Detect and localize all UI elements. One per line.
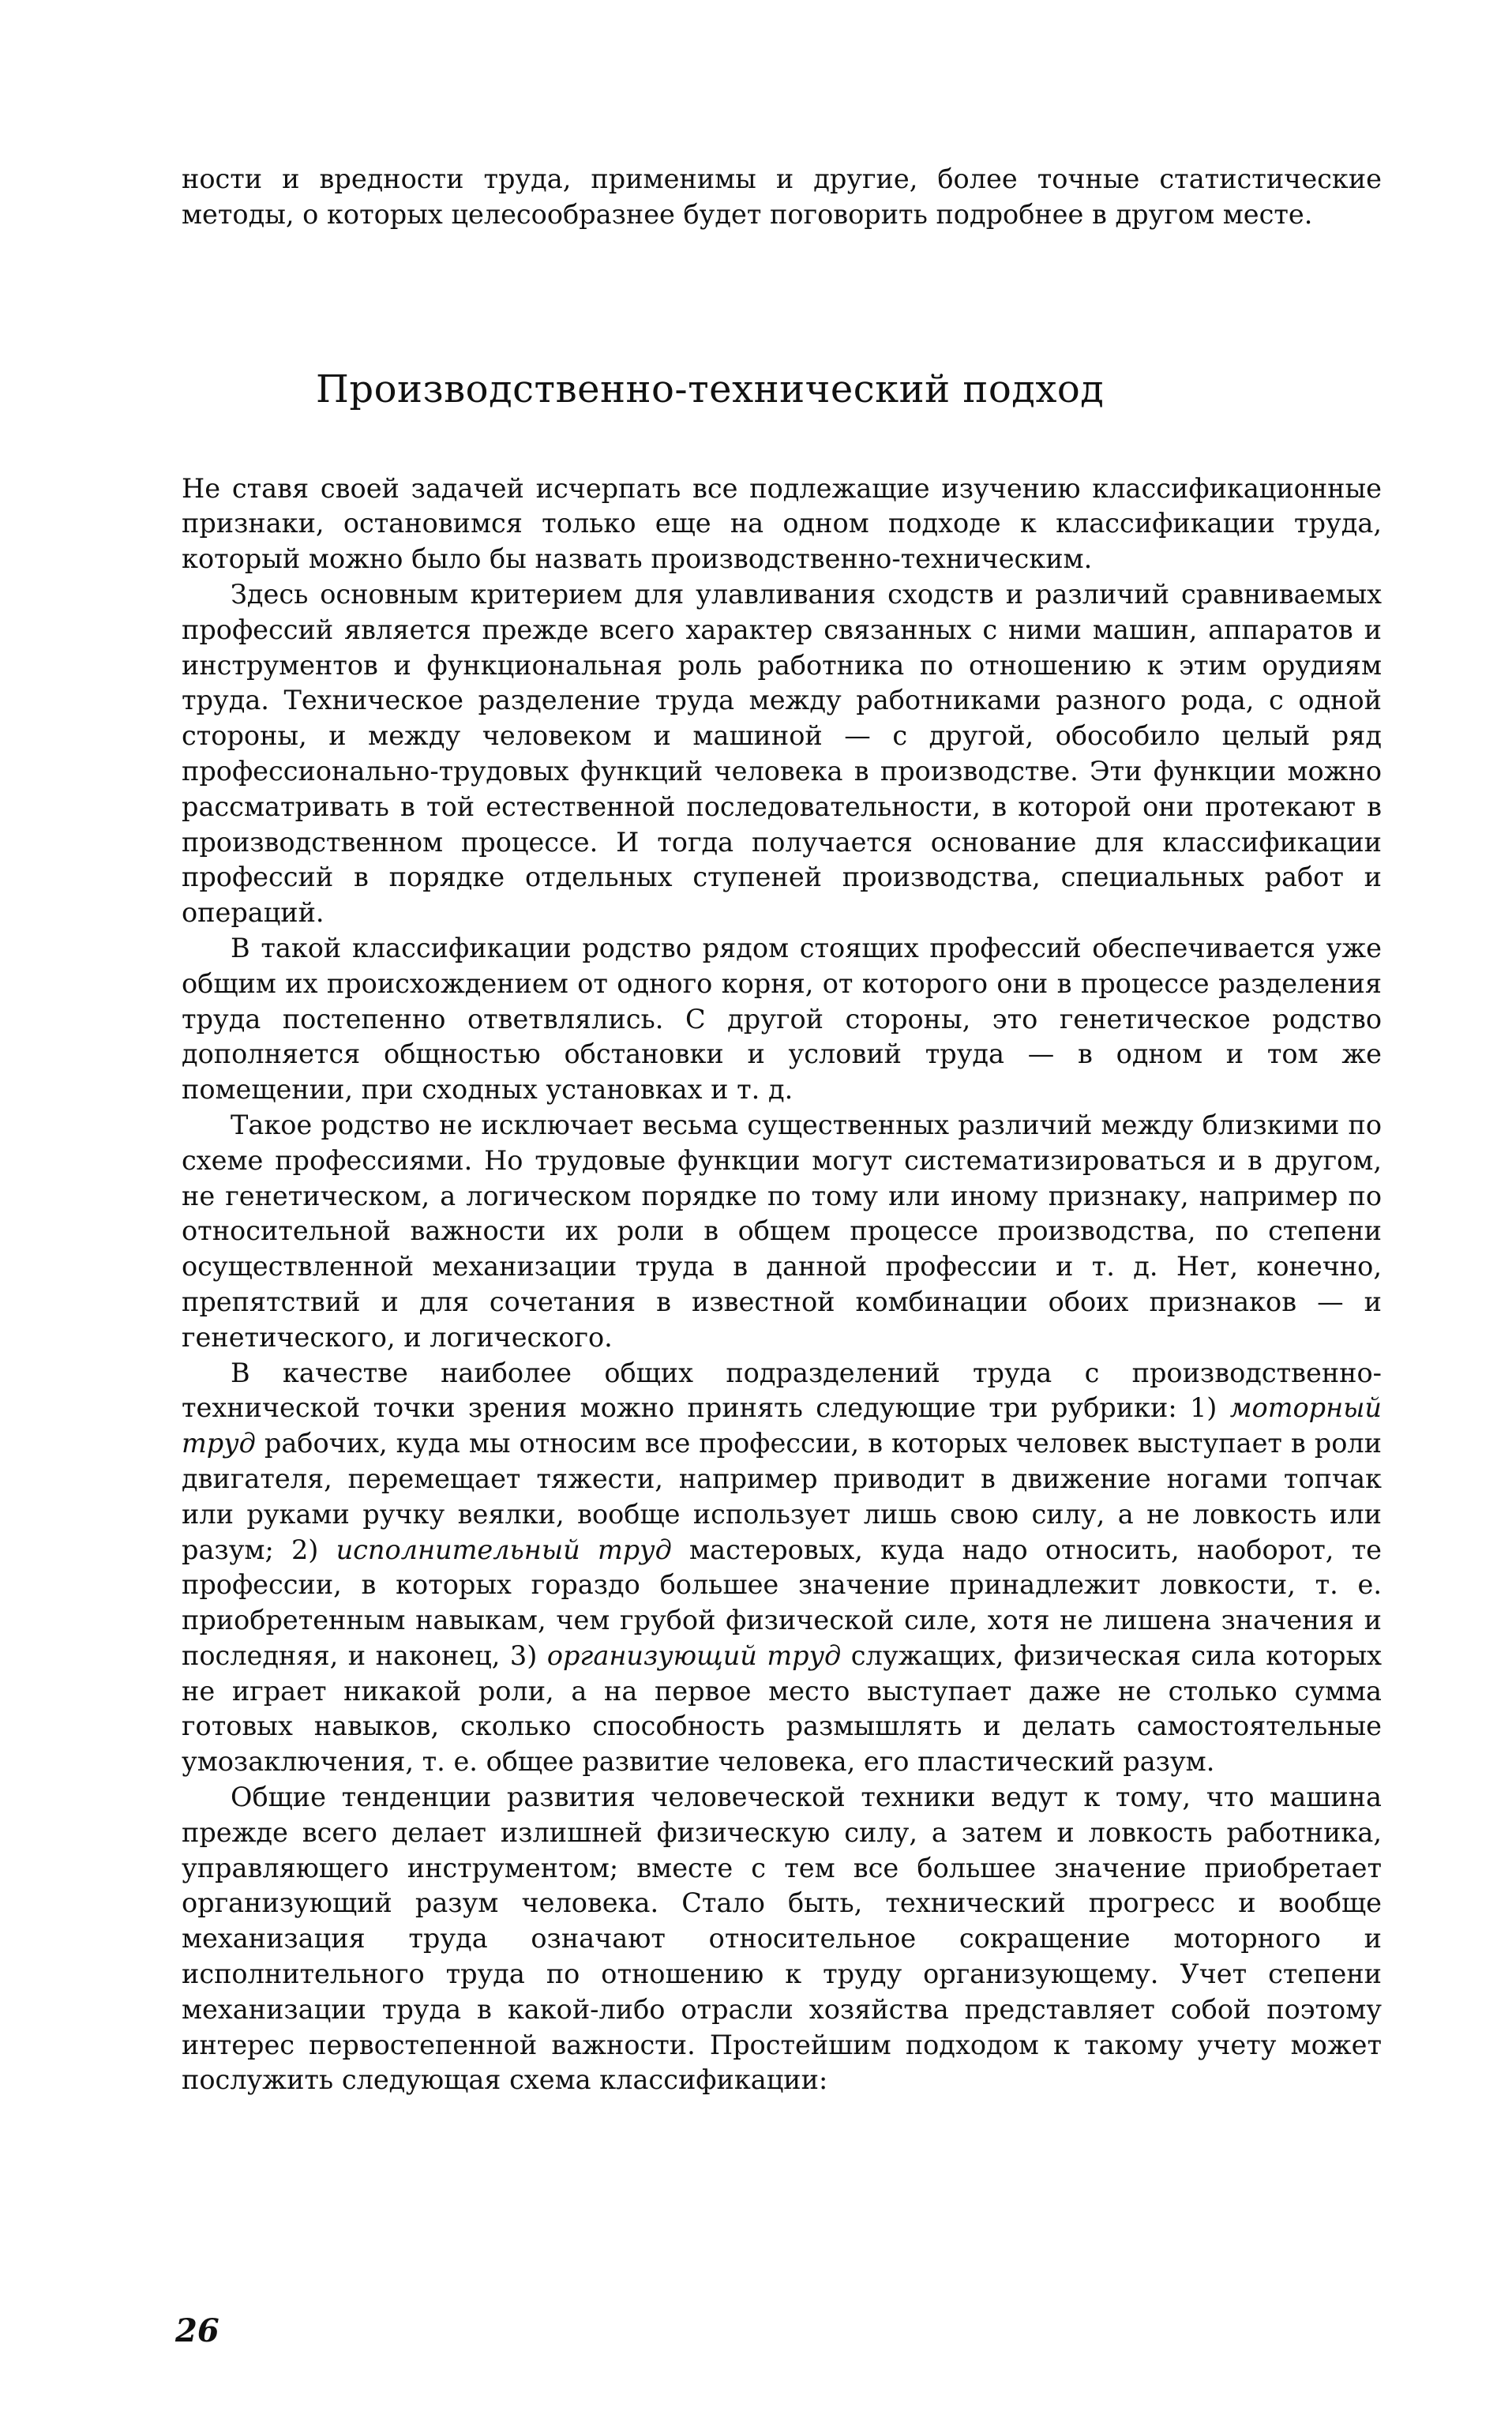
term-motor-labor: моторный труд xyxy=(182,1392,1382,1459)
opening-paragraph: ности и вредности труда, применимы и другие, более точные статистические методы, о которых целесообразнее будет поговорить подробнее в другом месте. xyxy=(182,163,1382,230)
section-title: Производственно-технический подход xyxy=(316,366,1105,411)
rubrics-text-2: рабочих, куда мы относим все профессии, в которых человек выступает в роли двигателя, перемещает тяжести, например приводит в движение ногами топчак или руками ручку веялки, вообще использует лишь свою силу, а не ловкость или разум; 2) xyxy=(182,1428,1382,1565)
rubrics-text-1: В качестве наиболее общих подразделений труда с производственно-технической точки зрения можно принять следующие три рубрики: 1) xyxy=(182,1357,1382,1424)
rubrics-text-3: мастеровых, куда надо относить, наоборот, те профессии, в которых гораздо большее значение принадлежит ловкости, т. е. приобретенным навыкам, чем грубой физической силе, хотя не лишена значения и последняя, и наконец, 3) xyxy=(182,1534,1382,1671)
paragraph-criterion: Здесь основным критерием для улавливания сходств и различий сравниваемых профессий является прежде всего характер связанных с ними машин, аппаратов и инструментов и функциональная роль работника по отношению к этим орудиям труда. Техническое разделение труда между работниками разного рода, с одной стороны, и между человеком и машиной — с другой, обособило целый ряд профессионально-трудовых функций человека в производстве. Эти функции можно рассматривать в той естественной последовательности, в которой они протекают в производственном процессе. И тогда получается основание для классификации профессий в порядке отдельных ступеней производства, специальных работ и операций. xyxy=(182,578,1382,929)
page-number: 26 xyxy=(175,2312,219,2349)
paragraph-rubrics xyxy=(182,1356,1382,1781)
term-executive-labor: исполнительный труд xyxy=(336,1534,672,1565)
page-body xyxy=(182,162,1382,2098)
paragraph-kinship: В такой классификации родство рядом стоящих профессий обеспечивается уже общим их происхождением от одного корня, от которого они в процессе разделения труда постепенно ответвлялись. С другой стороны, это генетическое родство дополняется общностью обстановки и условий труда — в одном и том же помещении, при сходных установках и т. д. xyxy=(182,932,1382,1106)
paragraph-logical-order: Такое родство не исключает весьма существенных различий между близкими по схеме профессиями. Но трудовые функции могут систематизироваться и в другом, не генетическом, а логическом порядке по тому или иному признаку, например по относительной важности их роли в общем процессе производства, по степени осуществленной механизации труда в данной профессии и т. д. Нет, конечно, препятствий и для сочетания в известной комбинации обоих признаков — и генетического, и логического. xyxy=(182,1109,1382,1353)
rubrics-text-4: служащих, физическая сила которых не играет никакой роли, а на первое место выступает даже не столько сумма готовых навыков, сколько способность размышлять и делать самостоятельные умозаключения, т. е. общее развитие человека, его пластический разум. xyxy=(182,1639,1383,1778)
paragraph-tendencies: Общие тенденции развития человеческой техники ведут к тому, что машина прежде всего делает излишней физическую силу, а затем и ловкость работника, управляющего инструментом; вместе с тем все большее значение приобретает организующий разум человека. Стало быть, технический прогресс и вообще механизация труда означают относительное сокращение моторного и исполнительного труда по отношению к труду организующему. Учет степени механизации труда в какой-либо отрасли хозяйства представляет собой поэтому интерес первостепенной важности. Простейшим подходом к такому учету может послужить следующая схема классификации: xyxy=(182,1782,1382,2096)
paragraph-intro: Не ставя своей задачей исчерпать все подлежащие изучению классификационные признаки, остановимся только еще на одном подходе к классификации труда, который можно было бы назвать производственно-техническим. xyxy=(182,472,1382,575)
term-organizing-labor: организующий труд xyxy=(546,1639,842,1671)
